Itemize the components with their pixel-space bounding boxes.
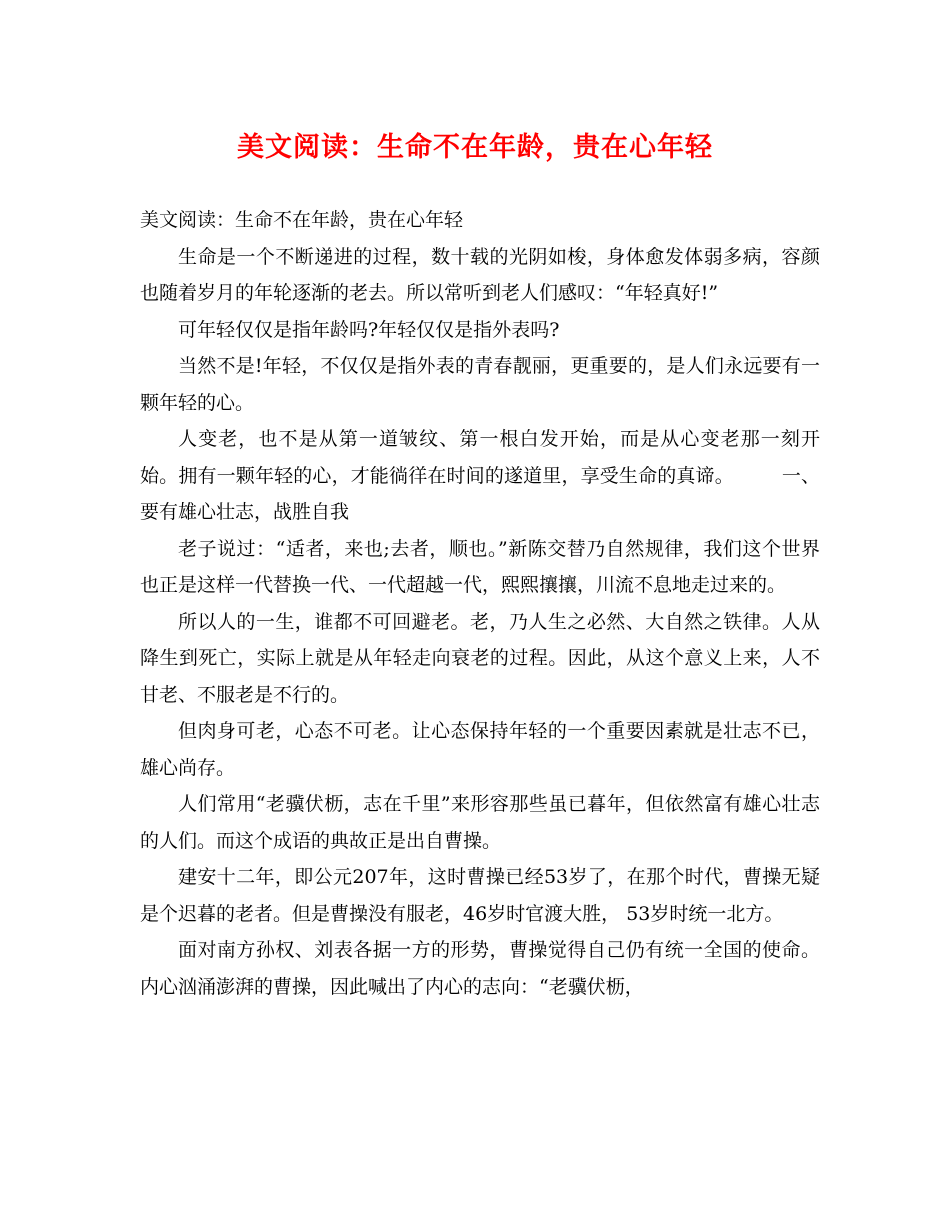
paragraph-subtitle: 美文阅读：生命不在年龄，贵在心年轻 — [140, 209, 464, 231]
document-title: 美文阅读：生命不在年龄，贵在心年轻 — [237, 132, 713, 163]
paragraph: 生命是一个不断递进的过程，数十载的光阴如梭，身体愈发体弱多病，容颜也随着岁月的年轮逐渐的老去。所以常听到老人们感叹：“年轻真好!” — [140, 245, 820, 304]
paragraph: 当然不是!年轻，不仅仅是指外表的青春靓丽，更重要的，是人们永远要有一颗年轻的心。 — [140, 355, 820, 414]
paragraph: 但肉身可老，心态不可老。让心态保持年轻的一个重要因素就是壮志不已，雄心尚存。 — [140, 720, 820, 779]
paragraph: 所以人的一生，谁都不可回避老。老，乃人生之必然、大自然之铁律。人从降生到死亡，实际上就是从年轻走向衰老的过程。因此，从这个意义上来，人不甘老、不服老是不行的。 — [140, 610, 820, 706]
paragraph: 面对南方孙权、刘表各据一方的形势，曹操觉得自己仍有统一全国的使命。内心汹涌澎湃的曹操，因此喊出了内心的志向：“老骥伏枥， — [140, 939, 820, 998]
paragraph: 人们常用“老骥伏枥，志在千里”来形容那些虽已暮年，但依然富有雄心壮志的人们。而这个成语的典故正是出自曹操。 — [140, 793, 820, 852]
paragraph: 可年轻仅仅是指年龄吗?年轻仅仅是指外表吗? — [178, 318, 560, 341]
paragraph: 建安十二年，即公元207年，这时曹操已经53岁了，在那个时代，曹操无疑是个迟暮的老者。但是曹操没有服老，46岁时官渡大胜， 53岁时统一北方。 — [140, 866, 820, 925]
paragraph: 老子说过：“适者，来也;去者，顺也。”新陈交替乃自然规律，我们这个世界也正是这样一代替换一代、一代超越一代，熙熙攘攘，川流不息地走过来的。 — [140, 537, 820, 596]
paragraph: 人变老，也不是从第一道皱纹、第一根白发开始，而是从心变老那一刻开始。拥有一颗年轻的心，才能徜徉在时间的遂道里，享受生命的真谛。 一、要有雄心壮志，战胜自我 — [140, 428, 820, 523]
document-body — [140, 202, 820, 1005]
